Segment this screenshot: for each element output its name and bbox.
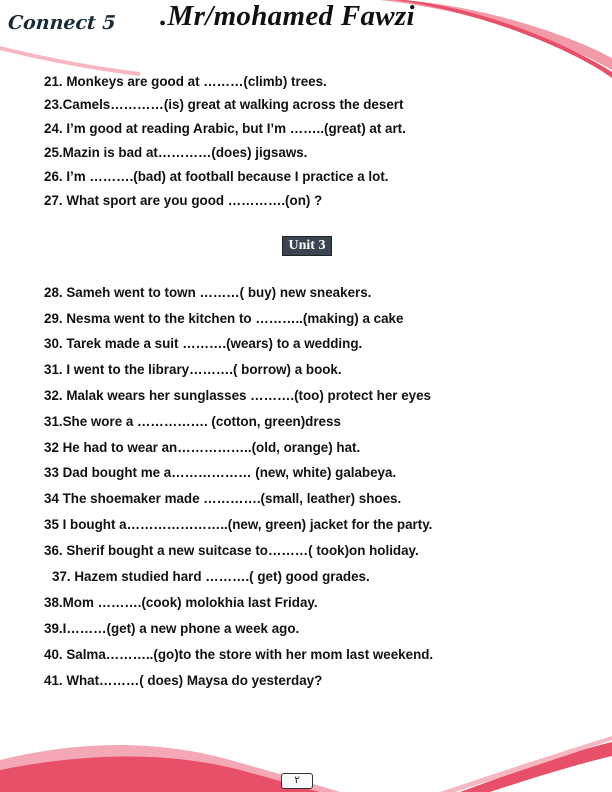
question-line: 23.Camels…………(is) great at walking across the desert <box>44 97 404 112</box>
question-line: 29. Nesma went to the kitchen to ………..(making) a cake <box>44 311 404 326</box>
question-line: 24. I’m good at reading Arabic, but I’m ……..(great) at art. <box>44 121 406 136</box>
question-line: 38.Mom ……….(cook) molokhia last Friday. <box>44 595 318 610</box>
question-line: 33 Dad bought me a……………… (new, white) galabeya. <box>44 465 397 480</box>
question-line: 35 I bought a…………………..(new, green) jacket for the party. <box>44 517 433 532</box>
question-line: 40. Salma………..(go)to the store with her mom last weekend. <box>44 647 434 662</box>
question-line: 27. What sport are you good ………….(on) ? <box>44 193 323 208</box>
author-title: .Mr/mohamed Fawzi <box>160 0 415 32</box>
question-line: 28. Sameh went to town ………( buy) new sneakers. <box>44 285 372 300</box>
question-line: 36. Sherif bought a new suitcase to………( took)on holiday. <box>44 543 419 558</box>
question-line: 37. Hazem studied hard ……….( get) good grades. <box>52 569 370 584</box>
question-line: 26. I’m ……….(bad) at football because I practice a lot. <box>44 169 389 184</box>
question-line: 31.She wore a ……………. (cotton, green)dress <box>44 414 341 429</box>
question-line: 34 The shoemaker made ………….(small, leather) shoes. <box>44 491 402 506</box>
question-line: 39.I………(get) a new phone a week ago. <box>44 621 300 636</box>
unit-heading: Unit 3 <box>282 236 332 256</box>
question-line: 25.Mazin is bad at…………(does) jigsaws. <box>44 145 308 160</box>
book-title: Connect 5 <box>7 12 117 34</box>
question-line: 32 He had to wear an……………..(old, orange) hat. <box>44 440 361 455</box>
question-line: 31. I went to the library……….( borrow) a book. <box>44 362 342 377</box>
question-line: 32. Malak wears her sunglasses ……….(too) protect her eyes <box>44 388 431 403</box>
question-line: 21. Monkeys are good at ………(climb) trees. <box>44 74 327 89</box>
question-line: 41. What………( does) Maysa do yesterday? <box>44 673 323 688</box>
page-number: ٢ <box>281 773 313 789</box>
question-line: 30. Tarek made a suit ……….(wears) to a wedding. <box>44 336 363 351</box>
